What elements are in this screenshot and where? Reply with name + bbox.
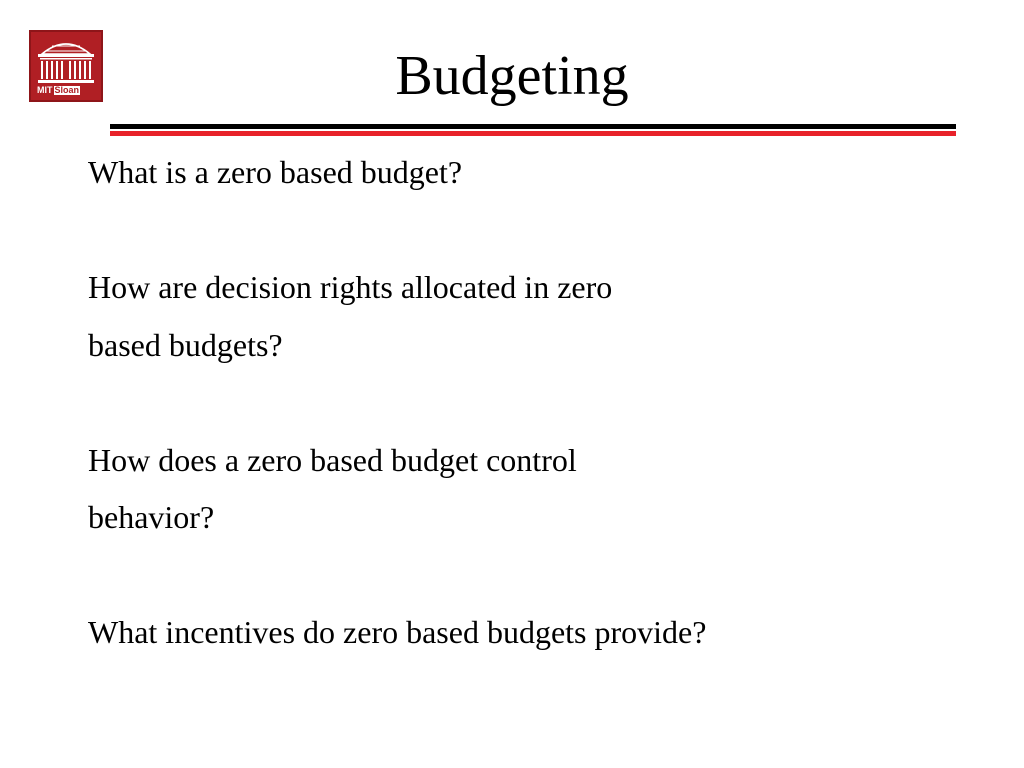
title-rule-black [110,124,956,129]
logo-text-main: MIT [37,85,53,95]
question-2-line-2: based budgets? [88,326,283,363]
title-rule-red [110,131,956,136]
question-4-line-1: What incentives do zero based budgets provide? [88,614,707,650]
logo-wordmark [37,86,80,95]
mit-sloan-logo [29,30,103,102]
question-3-line-2: behavior? [88,499,215,535]
logo-text-sub: Sloan [54,85,80,95]
question-2-line-1: How are decision rights allocated in zero [88,269,613,305]
spacer [88,202,988,260]
spacer [88,547,988,605]
spacer [88,374,988,432]
slide-body [88,144,988,662]
question-3-line-1: How does a zero based budget control [88,441,577,478]
question-1-line-1: What is a zero based budget? [88,154,463,190]
slide-title: Budgeting [395,45,629,107]
